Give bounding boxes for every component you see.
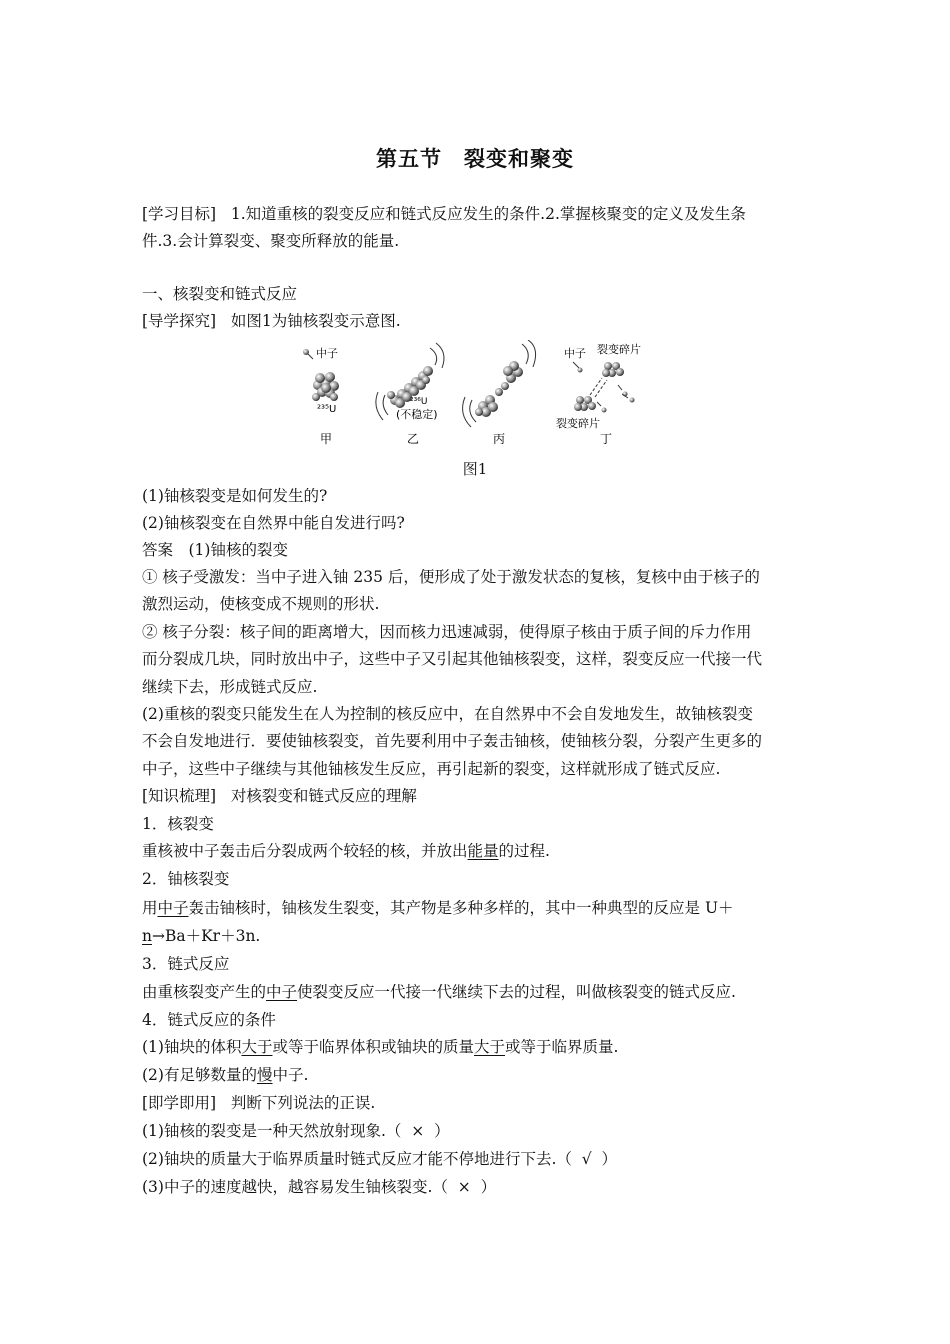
text-span: 中子. [272,1066,309,1084]
answer-heading: 答案 (1)铀核的裂变 [142,541,288,559]
deforming-nucleus [475,361,523,417]
underlined-answer: 慢 [256,1066,273,1084]
question-2: (2)铀核裂变在自然界中能自发进行吗? [142,514,405,532]
knowledge-text: 对核裂变和链式反应的理解 [230,787,417,805]
fragment-top [602,362,624,377]
answer-paragraph: 不会自发地进行．要使铀核裂变，首先要利用中子轰击铀核，使铀核分裂，分裂产生更多的 [142,732,763,750]
text-span: 或等于临界体积或铀块的质量 [272,1038,474,1056]
text-span: 用 [142,899,158,917]
answer-paragraph: 激烈运动，使核变成不规则的形状. [142,595,380,613]
panel-jia [303,346,339,446]
practice-item [142,1176,496,1198]
knowledge-paragraph [142,981,736,1003]
guide-text: 如图1为铀核裂变示意图. [230,312,401,330]
label-neutron: 中子 [316,347,338,360]
text-span: 重核被中子轰击后分裂成两个较轻的核，并放出 [142,842,468,860]
knowledge-paragraph [142,925,260,947]
page-title: 第五节 裂变和聚变 [376,147,574,171]
panel-ding [556,342,641,446]
text-span: ） [601,1150,618,1168]
text-span: 由重核裂变产生的 [142,983,267,1001]
practice-tag: [即学即用] [142,1094,217,1112]
answer-paragraph: 而分裂成几块，同时放出中子，这些中子又引起其他铀核裂变，这样，裂变反应一代接一代 [142,650,763,668]
subheading: 2．铀核裂变 [142,870,230,888]
answer-paragraph: ① 核子受激发：当中子进入铀 235 后，便形成了处于激发状态的复核，复核中由于核子的 [142,568,760,586]
underlined-answer: 中子 [157,899,189,917]
underlined-answer: 中子 [266,983,298,1001]
subheading: 4．链式反应的条件 [142,1011,276,1029]
label-ding: 丁 [600,432,613,446]
panel-yi [376,343,444,446]
label-u235: ²³⁵U [317,404,337,415]
practice-line [142,1092,375,1114]
neutron-particle [578,368,583,373]
objectives-line-1 [142,203,746,225]
label-fragment-top: 裂变碎片 [597,343,641,356]
label-neutron-2: 中子 [564,347,586,360]
label-jia: 甲 [320,432,333,446]
underlined-answer: 大于 [474,1038,506,1056]
answer-paragraph: 继续下去，形成链式反应. [142,678,318,696]
text-span: 轰击铀核时，铀核发生裂变，其产物是多种多样的，其中一种典型的反应是 U＋ [188,899,734,917]
knowledge-line [142,785,417,807]
uranium-235-nucleus [312,372,339,401]
text-span: (1)铀块的体积 [142,1038,242,1056]
text-span: ） [480,1178,497,1196]
guide-tag: [导学探究] [142,312,217,330]
subheading: 3．链式反应 [142,955,230,973]
underlined-answer: 大于 [241,1038,273,1056]
practice-statement: (3)中子的速度越快，越容易发生铀核裂变.（ [142,1178,448,1196]
label-u236: ²³⁶U [410,397,428,407]
label-fragment-bottom: 裂变碎片 [556,417,600,430]
panel-bing [463,340,536,446]
practice-statement: (1)铀核的裂变是一种天然放射现象.（ [142,1122,402,1140]
text-span: ） [434,1122,450,1140]
practice-statement: (2)铀块的质量大于临界质量时链式反应才能不停地进行下去.（ [142,1150,572,1168]
text-span: (2)有足够数量的 [142,1066,257,1084]
knowledge-paragraph [142,840,550,862]
text-span: →Ba＋Kr＋3n. [151,927,261,945]
answer-paragraph: ② 核子分裂：核子间的距离增大，因而核力迅速减弱，使得原子核由于质子间的斥力作用 [142,623,752,641]
fragment-bottom [574,396,596,411]
judgement-mark: √ [581,1150,592,1168]
knowledge-paragraph [142,897,734,919]
label-bing: 丙 [493,432,506,446]
label-unstable: (不稳定) [396,408,438,421]
knowledge-tag: [知识梳理] [142,787,217,805]
practice-text: 判断下列说法的正误. [230,1094,376,1112]
knowledge-paragraph [142,1064,308,1086]
text-span: 使裂变反应一代接一代继续下去的过程，叫做核裂变的链式反应. [297,983,736,1001]
question-1: (1)铀核裂变是如何发生的? [142,487,328,505]
judgement-mark: × [411,1122,425,1140]
text-span: 的过程. [498,842,550,860]
judgement-mark: × [457,1178,471,1196]
answer-paragraph: (2)重核的裂变只能发生在人为控制的核反应中，在自然界中不会自发地发生，故铀核裂变 [142,705,753,723]
section-heading: 一、核裂变和链式反应 [142,285,298,303]
label-yi: 乙 [407,432,420,446]
practice-item [142,1120,450,1142]
underlined-answer: 能量 [467,842,499,860]
objectives-tag: [学习目标] [142,205,217,223]
fission-diagram [290,340,670,452]
guide-line [142,310,401,332]
figure-caption: 图1 [462,460,488,478]
text-span: 或等于临界质量. [505,1038,619,1056]
answer-paragraph: 中子，这些中子继续与其他铀核发生反应，再引起新的裂变，这样就形成了链式反应. [142,760,721,778]
practice-item [142,1148,617,1170]
objectives-text-1: 1.知道重核的裂变反应和链式反应发生的条件.2.掌握核聚变的定义及发生条 [230,205,746,223]
subheading: 1．核裂变 [142,815,214,833]
objectives-line-2: 件.3.会计算裂变、聚变所释放的能量. [142,232,400,250]
knowledge-paragraph [142,1036,618,1058]
underlined-answer: n [142,927,152,945]
